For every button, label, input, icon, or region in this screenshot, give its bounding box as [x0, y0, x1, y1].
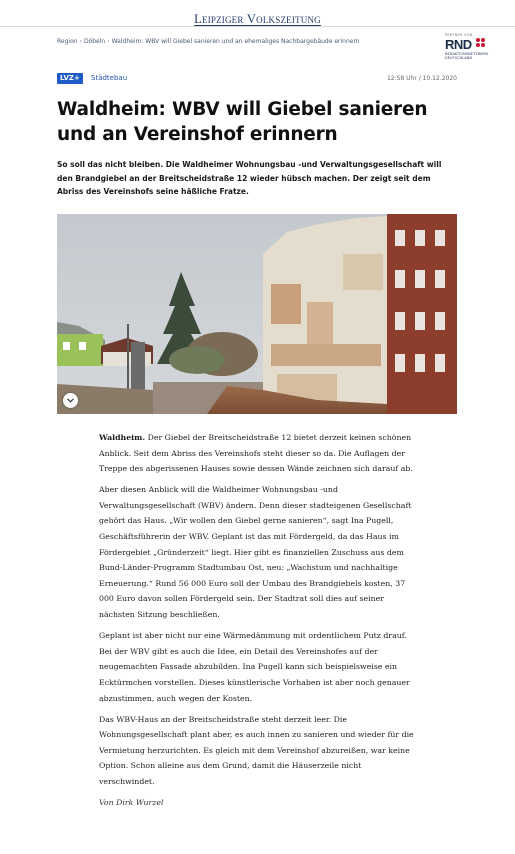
article-paragraph: Das WBV-Haus an der Breitscheidstraße steht derzeit leer. Die Wohnungsgesellschaft plant aber, es auch innen zu sanieren und wieder für die Vermietung herzurichten. Es gleich mit dem Vereinshof abzureißen, war keine Option. Schon alleine aus dem Grund, damit die Häuserzeile nicht verschwindet. [99, 714, 414, 786]
breadcrumb-item-doebeln[interactable]: Döbeln [83, 38, 106, 45]
site-logo[interactable] [0, 0, 515, 26]
article-paragraph-text: Der Giebel der Breitscheidstraße 12 bietet derzeit keinen schönen Anblick. Seit dem Abriss des Vereinshofs steht dieser so da. Die Auflagen der Treppe des abgerissenen Hauses sowie dessen Wände zeichnen sich darauf ab. [99, 433, 413, 474]
rnd-partner-caption: PARTNER VON [445, 33, 473, 37]
breadcrumb-separator: › [107, 38, 110, 45]
chevron-down-icon [67, 398, 74, 403]
article-body [99, 430, 417, 816]
article-paragraph: Aber diesen Anblick will die Waldheimer Wohnungsbau -und Verwaltungsgesellschaft (WBV) ändern. Denn dieser stadteigenen Gesellschaft gehört das Haus. „Wir wollen den Giebel gerne sanieren“, sagt Ina Pugell, Geschäftsführerin der WBV. Geplant ist das mit Fördergeld, da das Haus im Fördergebiet „Gründerzeit“ liegt. Hier gibt es finanziellen Zuschuss aus dem Bund-Länder-Programm Stadtumbau Ost, neu: „Wachstum und nachhaltige Erneuerung.“ Rund 56 000 Euro soll der Umbau des Brandgiebels kosten, 37 000 Euro davon sollen Fördergeld sein. Der Stadtrat soll dies auf seiner nächsten Sitzung beschließen. [99, 485, 412, 620]
photo-illustration [57, 214, 457, 414]
rnd-subtitle-line-2: DEUTSCHLAND [445, 56, 473, 60]
lvz-plus-badge: LVZ+ [57, 73, 83, 84]
rnd-wordmark: RND [445, 37, 472, 52]
breadcrumb-separator: › [79, 38, 82, 45]
article-date: 12:58 Uhr / 10.12.2020 [386, 75, 457, 82]
photo-caption-toggle[interactable] [63, 393, 78, 408]
article-title: Waldheim: WBV will Giebel sanieren und an Vereinshof erinnern [57, 99, 428, 145]
article-paragraph [99, 430, 417, 477]
breadcrumb-item-region[interactable]: Region [57, 38, 78, 45]
article-paragraph: Geplant ist aber nicht nur eine Wärmedämmung mit ordentlichem Putz drauf. Bei der WBV gibt es auch die Idee, ein Detail des Vereinshofes auf der neugemachten Fassade abzubilden. Ina Pugell kann sich beispielsweise ein Ecktürmchen vorstellen. Dieses künstlerische Vorhaben ist aber noch genauer abzustimmen, auch wegen der Kosten. [99, 631, 410, 703]
rnd-subtitle [445, 52, 488, 60]
masthead [0, 0, 515, 27]
article-photo[interactable] [57, 214, 457, 414]
article-meta [57, 73, 457, 85]
article-author: Von Dirk Wurzel [99, 798, 164, 808]
rnd-dots-icon [476, 38, 488, 50]
logo-word-1: Leipziger [194, 12, 244, 26]
article-teaser: So soll das nicht bleiben. Die Waldheimer Wohnungsbau -und Verwaltungsgesellschaft will den Brandgiebel an der Breitscheidstraße 12 wieder hübsch machen. Der zeigt seit dem Abriss des Vereinshofs seine häßliche Fratze. [57, 160, 442, 196]
article-rubric[interactable]: Städtebau [91, 74, 128, 82]
breadcrumb-item-current: Waldheim: WBV will Giebel sanieren und an ehemaliges Nachbargebäude erinnern [111, 38, 360, 45]
breadcrumb [57, 38, 377, 45]
article-lead-place: Waldheim. [99, 433, 146, 442]
logo-word-2: Volkszeitung [246, 12, 321, 26]
rnd-partner-logo[interactable] [440, 33, 500, 63]
rnd-subtitle-line-1: REDAKTIONSNETZWERK [445, 52, 489, 56]
